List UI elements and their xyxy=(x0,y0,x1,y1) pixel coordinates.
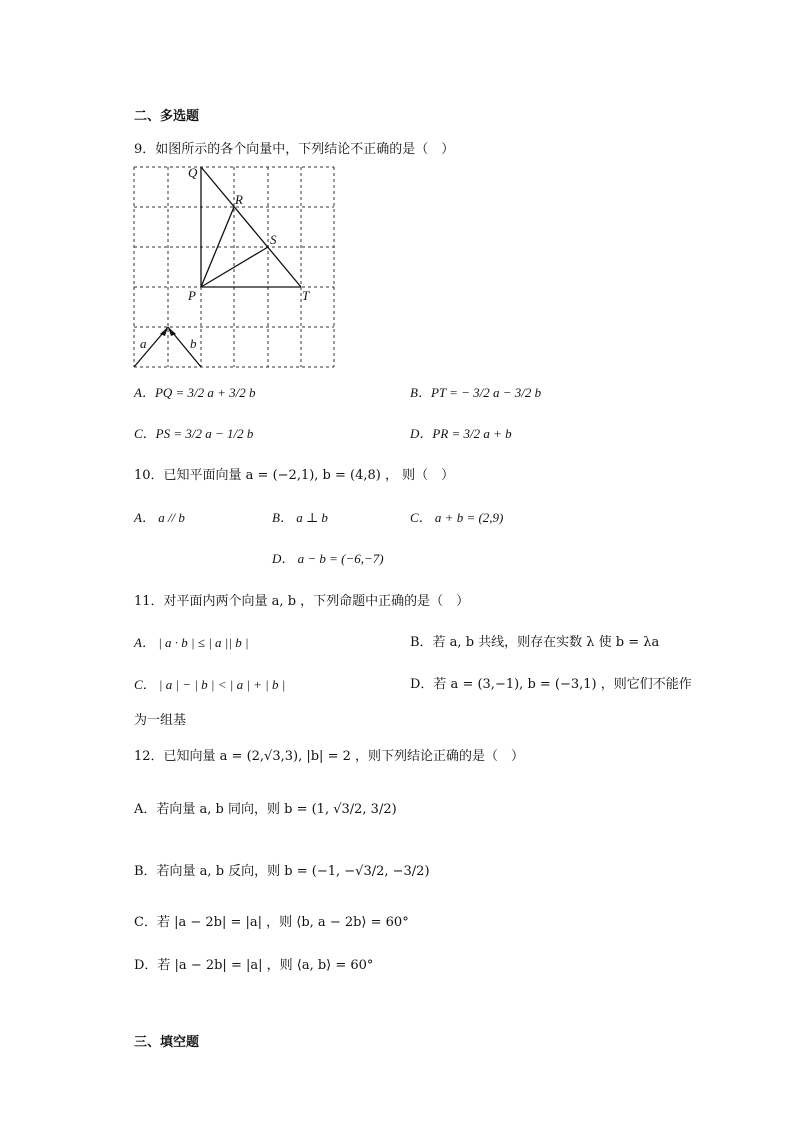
question-11-option-b: B．若 a, b 共线，则存在实数 λ 使 b = λa xyxy=(410,635,660,650)
question-12-option-b: B．若向量 a, b 反向，则 b = (−1, −√3/2, −3/2) xyxy=(134,864,430,879)
label-S: S xyxy=(270,232,277,247)
section-heading-multi: 二、多选题 xyxy=(134,109,200,124)
question-10-stem: 10．已知平面向量 a = (−2,1), b = (4,8) ， 则（ ） xyxy=(134,468,455,483)
question-9-stem: 9．如图所示的各个向量中，下列结论不正确的是（ ） xyxy=(134,142,455,157)
label-Q: Q xyxy=(188,165,198,180)
question-9-option-c: C．PS = 3/2 a − 1/2 b xyxy=(134,426,254,441)
question-9-figure xyxy=(132,164,342,374)
question-11-option-d: D．若 a = (3,−1), b = (−3,1) ，则它们不能作 xyxy=(410,677,692,692)
question-11-stem: 11．对平面内两个向量 a, b ，下列命题中正确的是（ ） xyxy=(134,594,470,609)
label-b: b xyxy=(190,336,197,351)
question-10-option-c: C． a + b = (2,9) xyxy=(410,510,504,525)
question-12-stem: 12．已知向量 a = (2,√3,3), |b| = 2 ，则下列结论正确的是（ ） xyxy=(134,749,524,764)
question-10-option-d: D． a − b = (−6,−7) xyxy=(272,551,384,566)
question-11-option-a: A． | a · b | ≤ | a || b | xyxy=(134,635,249,650)
question-9-option-d: D．PR = 3/2 a + b xyxy=(410,426,512,441)
section-heading-fill: 三、填空题 xyxy=(134,1035,200,1050)
question-9-option-b: B．PT = − 3/2 a − 3/2 b xyxy=(410,385,542,400)
label-R: R xyxy=(235,192,243,207)
question-9-option-a: A．PQ = 3/2 a + 3/2 b xyxy=(134,385,256,400)
label-a: a xyxy=(140,336,147,351)
question-11-option-d-continued: 为一组基 xyxy=(134,713,187,728)
label-P: P xyxy=(188,288,196,303)
question-10-option-b: B． a ⊥ b xyxy=(272,510,328,525)
question-12-option-c: C．若 |a − 2b| = |a| ，则 ⟨b, a − 2b⟩ = 60° xyxy=(134,915,409,930)
question-12-option-d: D．若 |a − 2b| = |a| ，则 ⟨a, b⟩ = 60° xyxy=(134,958,374,973)
question-12-option-a: A．若向量 a, b 同向，则 b = (1, √3/2, 3/2) xyxy=(134,802,397,817)
question-11-option-c: C． | a | − | b | < | a | + | b | xyxy=(134,677,286,692)
question-10-option-a: A． a // b xyxy=(134,510,185,525)
label-T: T xyxy=(302,288,310,303)
